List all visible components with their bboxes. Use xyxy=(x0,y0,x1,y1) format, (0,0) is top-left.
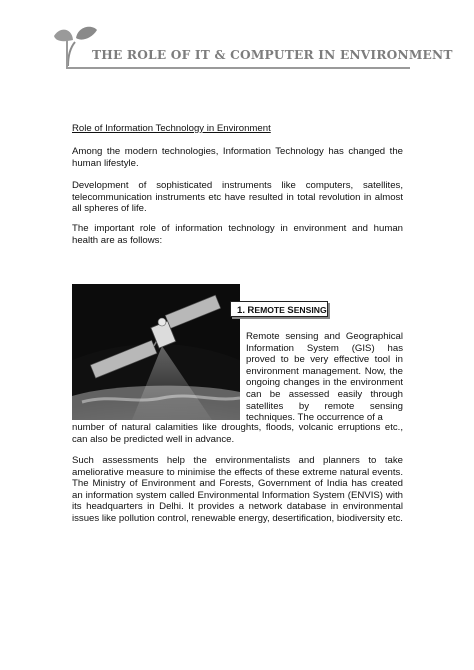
heading-text-remote: EMOTE xyxy=(254,305,288,315)
remote-sensing-text-continued: number of natural calamities like droughts, floods, volcanic erruptions etc., can also be predicted well in advance. xyxy=(72,422,403,445)
paragraph-roles: The important role of information technology in environment and human health are as follows: xyxy=(72,223,403,246)
remote-sensing-heading xyxy=(230,301,328,317)
heading-initial-s: S xyxy=(287,305,294,316)
paragraph-instruments: Development of sophisticated instruments like computers, satellites, telecommunication instruments etc have resulted in total revolution in almost all spheres of life. xyxy=(72,180,403,215)
header-rule-vertical xyxy=(66,40,68,69)
page-header-title: THE ROLE OF IT & COMPUTER IN ENVIRONMENT xyxy=(92,48,453,62)
satellite-image xyxy=(72,284,240,420)
paragraph-envis: Such assessments help the environmentalists and planners to take ameliorative measure to minimise the effects of these extreme natural events. The Ministry of Environment and Forests, Government of India has created an information system called Environmental Information System (ENVIS) with its headquarters in Delhi. It provides a network database in environmental issues like pollution control, renewable energy, desertification, biodiversity etc. xyxy=(72,455,403,524)
heading-number: 1. xyxy=(237,305,246,316)
paragraph-intro: Among the modern technologies, Information Technology has changed the human lifestyle. xyxy=(72,146,403,169)
heading-initial-r: R xyxy=(247,305,255,316)
section-title: Role of Information Technology in Environment xyxy=(72,123,271,134)
remote-sensing-text: Remote sensing and Geographical Information System (GIS) has proved to be very effective tool in environment management. Now, the ongoing changes in the environment can be assessed easily through satellites by remote sensing techniques. The occurrence of a xyxy=(246,331,403,424)
heading-text-sensing: ENSING xyxy=(293,305,327,315)
header-rule xyxy=(66,67,410,69)
